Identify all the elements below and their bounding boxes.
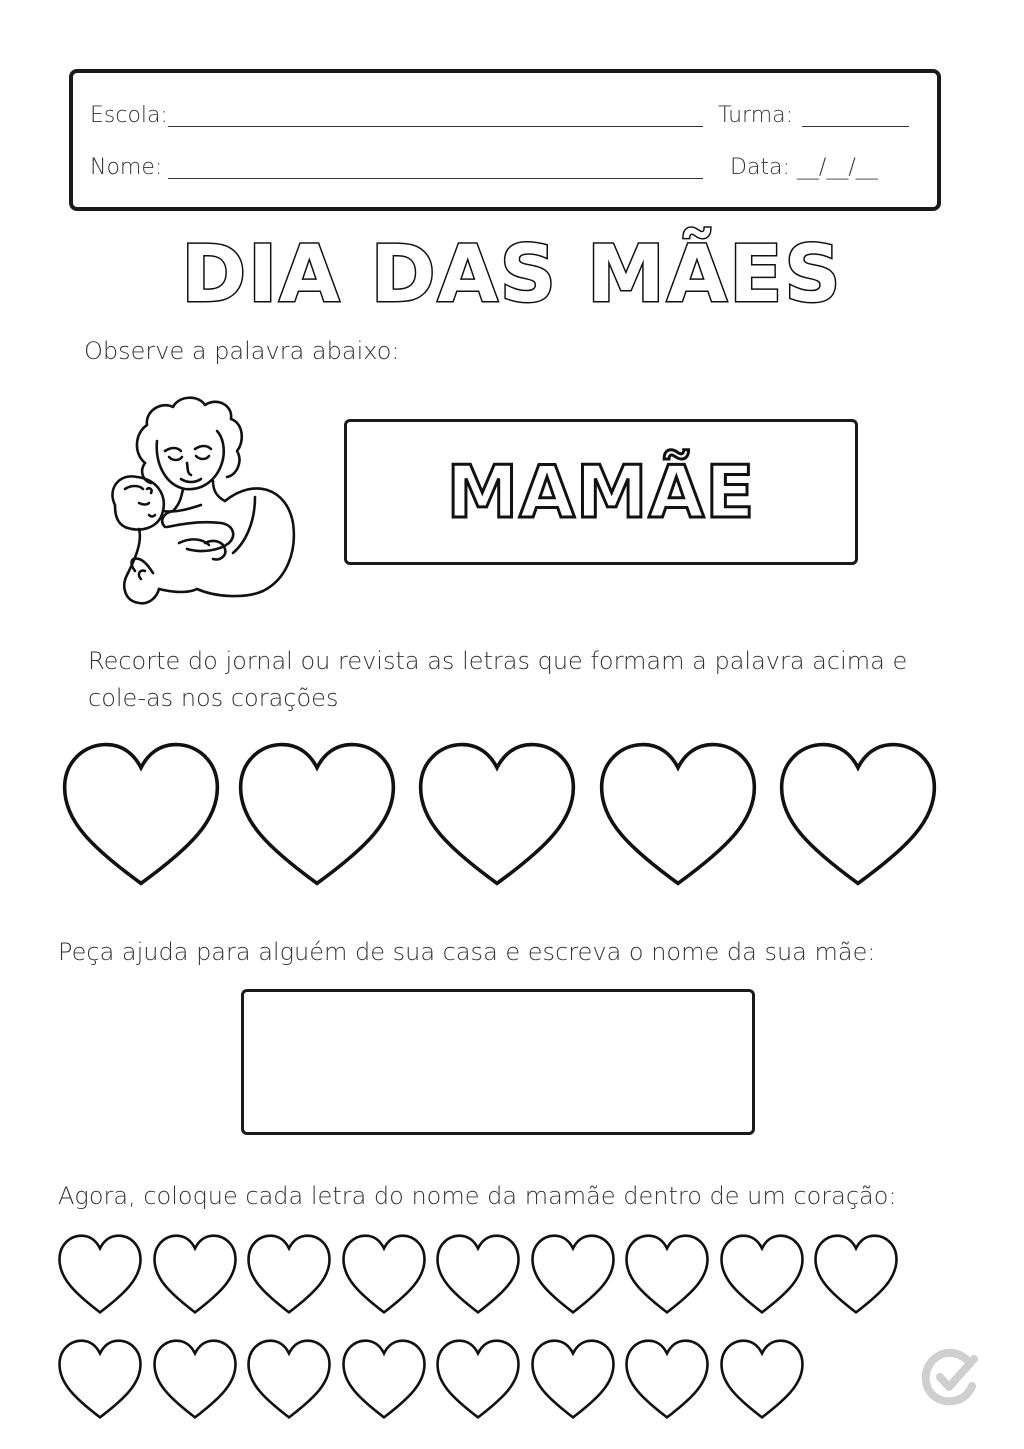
small-heart[interactable] bbox=[56, 1337, 144, 1421]
small-heart[interactable] bbox=[529, 1232, 617, 1316]
highlighted-word: MAMÃE bbox=[446, 450, 756, 534]
cut-instruction-line2: cole-as nos corações bbox=[88, 684, 339, 712]
checkmark-logo-icon bbox=[918, 1345, 982, 1409]
small-heart[interactable] bbox=[245, 1337, 333, 1421]
class-field[interactable] bbox=[802, 126, 909, 127]
school-label: Escola: bbox=[90, 103, 168, 128]
name-field[interactable] bbox=[168, 178, 703, 179]
observe-instruction: Observe a palavra abaixo: bbox=[84, 337, 400, 365]
large-heart[interactable] bbox=[414, 738, 580, 890]
school-field[interactable] bbox=[168, 126, 703, 127]
mother-holding-baby-illustration bbox=[105, 393, 305, 608]
place-letters-instruction: Agora, coloque cada letra do nome da mamãe dentro de um coração: bbox=[58, 1182, 897, 1210]
class-label: Turma: bbox=[718, 103, 794, 128]
page-title: DIA DAS MÃES bbox=[181, 230, 843, 320]
small-heart[interactable] bbox=[151, 1337, 239, 1421]
small-heart[interactable] bbox=[340, 1337, 428, 1421]
large-heart[interactable] bbox=[234, 738, 400, 890]
mother-name-box[interactable] bbox=[241, 989, 755, 1135]
large-heart[interactable] bbox=[58, 738, 224, 890]
student-info-box bbox=[69, 69, 941, 211]
cut-instruction-line1: Recorte do jornal ou revista as letras que formam a palavra acima e bbox=[88, 647, 908, 675]
small-heart[interactable] bbox=[623, 1337, 711, 1421]
small-heart[interactable] bbox=[529, 1337, 617, 1421]
small-heart[interactable] bbox=[718, 1337, 806, 1421]
small-heart[interactable] bbox=[340, 1232, 428, 1316]
small-heart[interactable] bbox=[812, 1232, 900, 1316]
small-heart[interactable] bbox=[434, 1337, 522, 1421]
small-heart[interactable] bbox=[623, 1232, 711, 1316]
word-display-box bbox=[344, 419, 858, 565]
small-heart[interactable] bbox=[151, 1232, 239, 1316]
date-field[interactable]: Data: __/__/__ bbox=[730, 155, 878, 180]
large-heart[interactable] bbox=[595, 738, 761, 890]
small-heart[interactable] bbox=[718, 1232, 806, 1316]
small-heart[interactable] bbox=[245, 1232, 333, 1316]
small-heart[interactable] bbox=[434, 1232, 522, 1316]
ask-help-instruction: Peça ajuda para alguém de sua casa e escreva o nome da sua mãe: bbox=[58, 938, 876, 966]
name-label: Nome: bbox=[90, 155, 163, 180]
large-heart[interactable] bbox=[775, 738, 941, 890]
small-heart[interactable] bbox=[56, 1232, 144, 1316]
